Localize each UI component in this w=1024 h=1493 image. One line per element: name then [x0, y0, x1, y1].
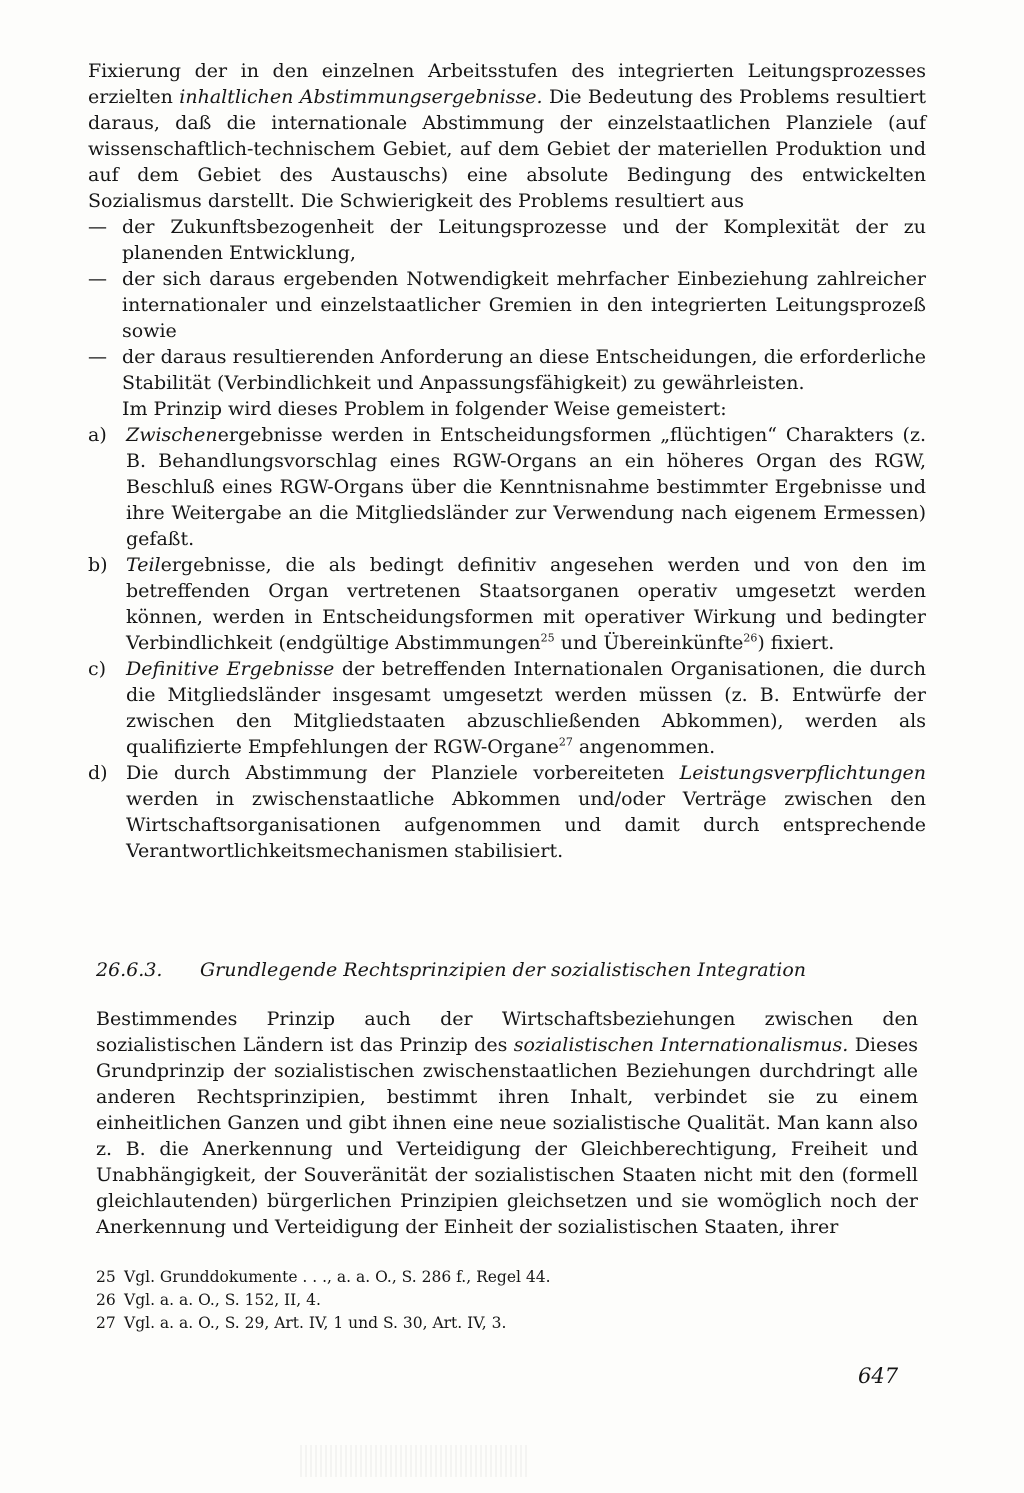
intro-paragraph [88, 58, 926, 214]
section-text-a: Bestimmendes Prinzip auch der Wirtschaftsbeziehungen zwischen den sozialistischen Ländern ist das Prinzip des [96, 1008, 918, 1056]
footnote-ref-26: 26 [743, 631, 758, 645]
item-emphasis: Zwischen [126, 424, 218, 446]
lettered-item-b [88, 552, 926, 656]
page-number: 647 [858, 1364, 899, 1388]
dash-item-1 [88, 214, 926, 266]
item-marker: b) [88, 554, 108, 576]
dash-item-3 [88, 344, 926, 422]
item-text-end: angenommen. [572, 736, 716, 758]
item-emphasis: Definitive Ergebnisse [126, 658, 335, 680]
footnote-text: Vgl. a. a. O., S. 29, Art. IV, 1 und S. 30, Art. IV, 3. [124, 1314, 507, 1332]
intro-text-b: Die Bedeutung des Problems resultiert daraus, daß die internationale Abstimmung der einzelstaatlichen Planziele (auf wissenschaftlich-technischem Gebiet, auf dem Gebiet der materiellen Produktion und auf dem Gebiet des Austauschs) eine absolute Bedingung des entwickelten Sozialismus darstellt. Die Schwierigkeit des Problems resultiert aus [88, 86, 927, 212]
section-number: 26.6.3. [96, 959, 163, 981]
lettered-item-a [88, 422, 926, 552]
dash-marker: — [88, 216, 107, 238]
item-text: ergebnisse werden in Entscheidungsformen „flüchtigen“ Charakters (z. B. Behandlungsvorschlag eines RGW-Organs an ein höheres Organ des RGW, Beschluß eines RGW-Organs über die Kenntnisnahme bestimmter Ergebnisse und ihre Weitergabe an die Mitgliedsländer zur Verwendung nach eigenem Ermessen) gefaßt. [126, 424, 926, 550]
footnote-ref-27: 27 [558, 735, 573, 749]
lettered-item-d [88, 760, 926, 864]
item-marker: c) [88, 658, 107, 680]
section-text-b: Dieses Grundprinzip der sozialistischen zwischenstaatlichen Beziehungen durchdringt alle anderen Rechtsprinzipien, bestimmt ihren Inhalt, verbindet sie zu einem einheitlichen Ganzen und gibt ihnen eine neue sozialistische Qualität. Man kann also z. B. die Anerkennung und Verteidigung der Gleichberechtigung, Freiheit und Unabhängigkeit, der Souveränität der sozialistischen Staaten nicht mit den (formell gleichlautenden) bürgerlichen Prinzipien gleichsetzen und sie womöglich noch der Anerkennung und Verteidigung der Einheit der sozialistischen Staaten, ihrer [96, 1034, 918, 1238]
footnote-ref-25: 25 [540, 631, 555, 645]
footnote-27 [96, 1312, 916, 1335]
dash-item-text: der Zukunftsbezogenheit der Leitungsprozesse und der Komplexität der zu planenden Entwicklung, [122, 216, 926, 264]
scan-noise [300, 1445, 530, 1477]
footnote-number: 27 [96, 1314, 116, 1332]
item-text: werden in zwischenstaatliche Abkommen und/oder Verträge zwischen den Wirtschaftsorganisationen aufgenommen und damit durch entsprechende Verantwortlichkeitsmechanismen stabilisiert. [126, 788, 926, 862]
dash-marker: — [88, 268, 107, 290]
item-marker: d) [88, 762, 108, 784]
dash-item-text: der sich daraus ergebenden Notwendigkeit mehrfacher Einbeziehung zahlreicher internationaler und einzelstaatlicher Gremien in den integrierten Leitungsprozeß sowie [122, 268, 926, 342]
item-text: der betreffenden Internationalen Organisationen, die durch die Mitgliedsländer insgesamt umgesetzt werden müssen (z. B. Entwürfe der zwischen den Mitgliedstaaten abzuschließenden Abkommen), werden als qualifizierte Empfehlungen der RGW-Organe [126, 658, 926, 758]
item-marker: a) [88, 424, 107, 446]
item-text-a: Die durch Abstimmung der Planziele vorbereiteten [126, 762, 680, 784]
dash-marker: — [88, 346, 107, 368]
section-heading [96, 957, 916, 983]
item-emphasis: Teil [126, 554, 161, 576]
intro-emphasis: inhaltlichen Abstimmungsergebnisse. [179, 86, 543, 108]
intro-text-a: Fixierung der in den einzelnen Arbeitsstufen des integrierten Leitungsprozesses erzielten [88, 60, 926, 108]
main-text [88, 58, 926, 864]
section-emphasis: sozialistischen Internationalismus. [513, 1034, 849, 1056]
item-text: ergebnisse, die als bedingt definitiv angesehen werden und von den im betreffenden Organ vertretenen Staatsorganen operativ umgesetzt werden können, werden in Entscheidungsformen mit operativer Wirkung und bedingter Verbindlichkeit (endgültige Abstimmungen [126, 554, 926, 654]
footnote-text: Vgl. Grunddokumente . . ., a. a. O., S. 286 f., Regel 44. [124, 1268, 551, 1286]
item-emphasis: Leistungsverpflichtungen [679, 762, 926, 784]
lettered-item-c [88, 656, 926, 760]
footnote-text: Vgl. a. a. O., S. 152, II, 4. [124, 1291, 321, 1309]
item-text-mid: und Übereinkünfte [554, 632, 744, 654]
footnote-26 [96, 1289, 916, 1312]
section-paragraph [96, 1006, 918, 1240]
footnote-number: 26 [96, 1291, 116, 1309]
footnote-number: 25 [96, 1268, 116, 1286]
dash-item-2 [88, 266, 926, 344]
footnote-25 [96, 1266, 916, 1289]
item-text-end: ) fixiert. [757, 632, 835, 654]
principle-line: Im Prinzip wird dieses Problem in folgender Weise gemeistert: [122, 398, 727, 420]
footnotes [96, 1266, 916, 1335]
dash-item-text: der daraus resultierenden Anforderung an diese Entscheidungen, die erforderliche Stabilität (Verbindlichkeit und Anpassungsfähigkeit) zu gewährleisten. [122, 346, 926, 394]
section-title: Grundlegende Rechtsprinzipien der sozialistischen Integration [200, 959, 807, 981]
